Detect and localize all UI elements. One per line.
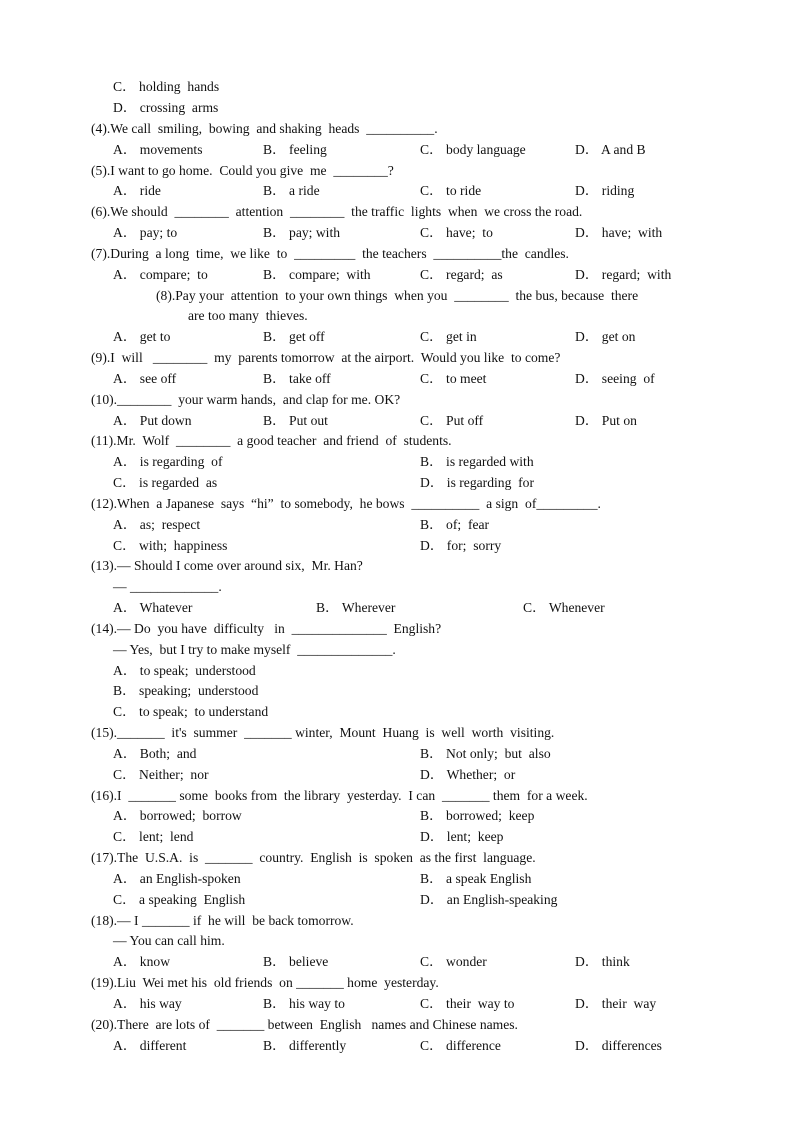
question-text: (7).During a long time, we like to _________ the teachers __________the candles. (91, 246, 569, 261)
answer-option: B． compare; with (263, 267, 371, 282)
answer-option: C． Neither; nor (113, 767, 209, 782)
dialogue-line: — _____________. (113, 579, 222, 594)
answer-option: D． seeing of (575, 371, 655, 386)
answer-option: B． Put out (263, 413, 328, 428)
answer-option: A． movements (113, 142, 203, 157)
question-text: (8).Pay your attention to your own things when you ________ the bus, because there (156, 288, 639, 303)
dialogue-line: — You can call him. (113, 933, 225, 948)
answer-option: B． Wherever (316, 600, 396, 615)
answer-option: C． body language (420, 142, 526, 157)
answer-option: D． for; sorry (420, 538, 502, 553)
question-text: are too many thieves. (188, 308, 308, 323)
answer-option: A． compare; to (113, 267, 208, 282)
answer-option: B． Not only; but also (420, 746, 551, 761)
answer-option: B． is regarded with (420, 454, 534, 469)
answer-option: C． Put off (420, 413, 484, 428)
answer-option: D． their way (575, 996, 657, 1011)
dialogue-line: — Yes, but I try to make myself ______________. (113, 642, 396, 657)
answer-option: B． of; fear (420, 517, 490, 532)
answer-option: C． their way to (420, 996, 515, 1011)
answer-option: B． speaking; understood (113, 683, 259, 698)
answer-option: B． his way to (263, 996, 345, 1011)
answer-option: D． lent; keep (420, 829, 504, 844)
question-text: (16).I _______ some books from the library yesterday. I can _______ them for a week. (91, 788, 588, 803)
answer-option: C． to ride (420, 183, 482, 198)
answer-option: B． a ride (263, 183, 320, 198)
question-text: (14).— Do you have difficulty in ______________ English? (91, 621, 442, 636)
question-text: (6).We should ________ attention ________ the traffic lights when we cross the road. (91, 204, 583, 219)
answer-option: A． Whatever (113, 600, 193, 615)
answer-option: A． see off (113, 371, 177, 386)
answer-option: C． is regarded as (113, 475, 218, 490)
answer-option: D． differences (575, 1038, 662, 1053)
answer-option: D． regard; with (575, 267, 672, 282)
answer-option: C． have; to (420, 225, 493, 240)
answer-option: D． crossing arms (113, 100, 219, 115)
answer-option: D． have; with (575, 225, 663, 240)
answer-option: D． Whether; or (420, 767, 516, 782)
answer-option: D． think (575, 954, 630, 969)
answer-option: B． differently (263, 1038, 347, 1053)
answer-option: B． a speak English (420, 871, 532, 886)
question-text: (11).Mr. Wolf ________ a good teacher and friend of students. (91, 433, 452, 448)
answer-option: A． borrowed; borrow (113, 808, 242, 823)
answer-option: D． riding (575, 183, 635, 198)
answer-option: B． pay; with (263, 225, 341, 240)
answer-option: A． Put down (113, 413, 192, 428)
question-text: (15)._______ it's summer _______ winter, Mount Huang is well worth visiting. (91, 725, 555, 740)
answer-option: D． an English-speaking (420, 892, 558, 907)
question-text: (10).________ your warm hands, and clap for me. OK? (91, 392, 401, 407)
question-text: (17).The U.S.A. is _______ country. English is spoken as the first language. (91, 850, 536, 865)
answer-option: A． know (113, 954, 171, 969)
answer-option: C． to speak; to understand (113, 704, 269, 719)
answer-option: A． to speak; understood (113, 663, 256, 678)
answer-option: C． regard; as (420, 267, 503, 282)
answer-option: D． is regarding for (420, 475, 535, 490)
answer-option: A． pay; to (113, 225, 178, 240)
question-text: (5).I want to go home. Could you give me ________? (91, 163, 394, 178)
answer-option: A． ride (113, 183, 161, 198)
answer-option: A． Both; and (113, 746, 197, 761)
answer-option: A． as; respect (113, 517, 201, 532)
question-text: (9).I will ________ my parents tomorrow at the airport. Would you like to come? (91, 350, 561, 365)
question-text: (20).There are lots of _______ between English names and Chinese names. (91, 1017, 518, 1032)
answer-option: B． borrowed; keep (420, 808, 535, 823)
answer-option: B． get off (263, 329, 325, 344)
answer-option: C． wonder (420, 954, 487, 969)
question-text: (13).— Should I come over around six, Mr. Han? (91, 558, 363, 573)
answer-option: C． to meet (420, 371, 487, 386)
answer-option: D． get on (575, 329, 636, 344)
answer-option: A． is regarding of (113, 454, 223, 469)
answer-option: C． lent; lend (113, 829, 194, 844)
question-text: (18).— I _______ if he will be back tomorrow. (91, 913, 354, 928)
answer-option: B． feeling (263, 142, 327, 157)
answer-option: C． get in (420, 329, 477, 344)
answer-option: A． an English-spoken (113, 871, 241, 886)
answer-option: A． different (113, 1038, 187, 1053)
answer-option: D． A and B (575, 142, 646, 157)
answer-option: D． Put on (575, 413, 637, 428)
answer-option: C． Whenever (523, 600, 605, 615)
answer-option: A． his way (113, 996, 182, 1011)
answer-option: B． take off (263, 371, 331, 386)
answer-option: C． a speaking English (113, 892, 246, 907)
answer-option: C． holding hands (113, 79, 220, 94)
question-text: (4).We call smiling, bowing and shaking heads __________. (91, 121, 438, 136)
answer-option: C． difference (420, 1038, 501, 1053)
question-text: (12).When a Japanese says “hi” to somebody, he bows __________ a sign of_________. (91, 496, 601, 511)
answer-option: A． get to (113, 329, 171, 344)
answer-option: B． believe (263, 954, 329, 969)
question-text: (19).Liu Wei met his old friends on _______ home yesterday. (91, 975, 439, 990)
answer-option: C． with; happiness (113, 538, 228, 553)
